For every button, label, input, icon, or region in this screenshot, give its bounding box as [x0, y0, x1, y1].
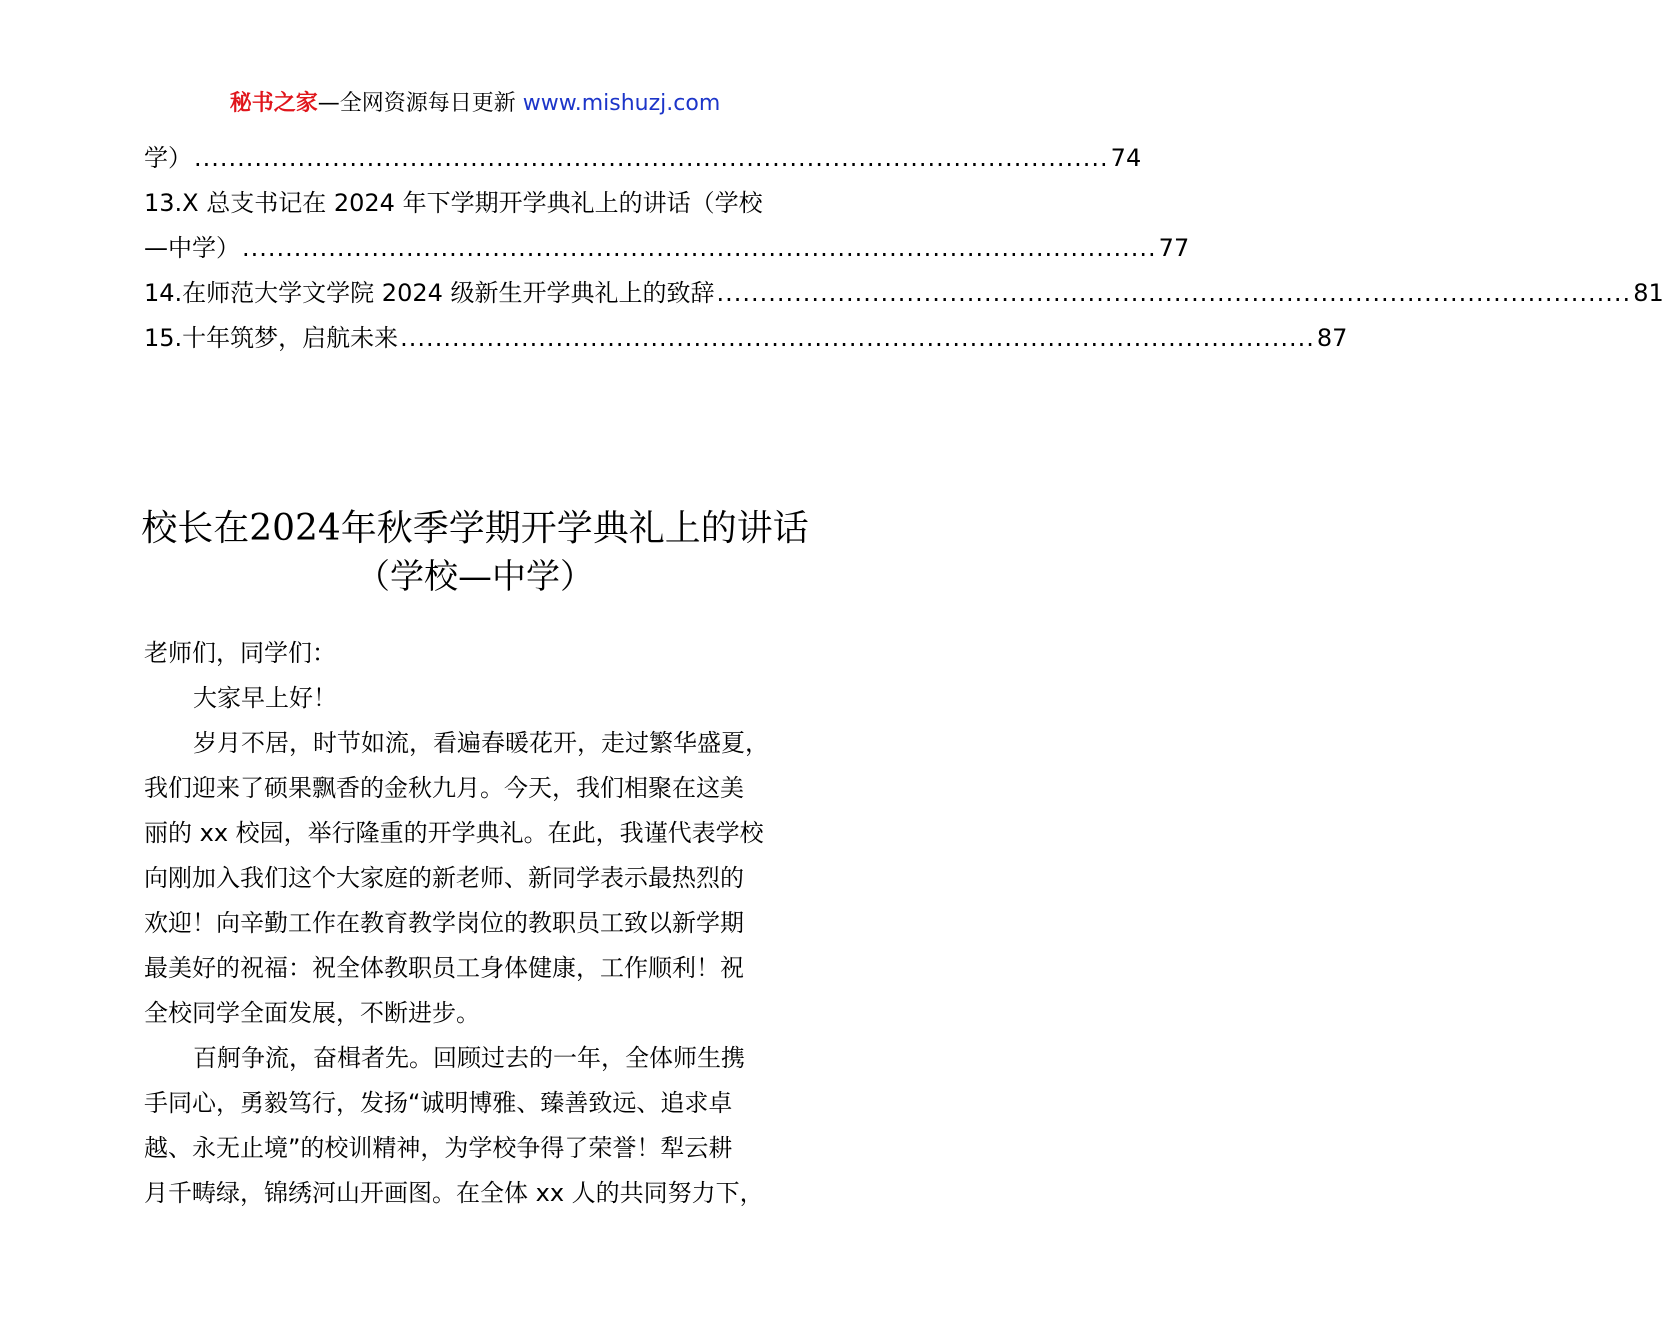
body-text-line: 越、永无止境”的校训精神，为学校争得了荣誉！犁云耕	[144, 1134, 733, 1162]
article-subtitle: （学校—中学）	[356, 557, 594, 597]
toc-entry-page: 74	[1110, 144, 1142, 172]
body-text-line: 百舸争流，奋楫者先。回顾过去的一年，全体师生携	[193, 1044, 745, 1072]
toc-entry-page: 81	[1633, 279, 1664, 307]
toc-entry[interactable]	[144, 323, 1348, 353]
greeting-line: 大家早上好！	[193, 684, 337, 712]
body-text-line: 最美好的祝福：祝全体教职员工身体健康，工作顺利！祝	[144, 954, 744, 982]
site-tagline: —全网资源每日更新	[317, 91, 516, 116]
toc-entry-title: 14.在师范大学文学院 2024 级新生开学典礼上的致辞	[144, 279, 715, 307]
toc-entry-title: —中学）	[144, 234, 240, 262]
salutation: 老师们，同学们：	[144, 639, 336, 667]
body-text-line: 向刚加入我们这个大家庭的新老师、新同学表示最热烈的	[144, 864, 744, 892]
toc-leader-dots: ..........................................................................................................	[400, 324, 1315, 352]
body-text-line: 我们迎来了硕果飘香的金秋九月。今天，我们相聚在这美	[144, 774, 744, 802]
body-text-line: 手同心，勇毅笃行，发扬“诚明博雅、臻善致远、追求卓	[144, 1089, 733, 1117]
toc-entry-title[interactable]: 13.X 总支书记在 2024 年下学期开学典礼上的讲话（学校	[144, 189, 763, 217]
site-header	[0, 88, 950, 120]
body-text-line: 月千畴绿，锦绣河山开画图。在全体 xx 人的共同努力下，	[144, 1179, 764, 1207]
toc-entry[interactable]	[144, 278, 1664, 308]
body-text-line: 岁月不居，时节如流，看遍春暖花开，走过繁华盛夏，	[193, 729, 769, 757]
toc-entry-page: 77	[1158, 234, 1190, 262]
toc-leader-dots: ..........................................................................................................	[242, 234, 1157, 262]
body-text-line: 欢迎！向辛勤工作在教育教学岗位的教职员工致以新学期	[144, 909, 744, 937]
toc-entry-title: 15.十年筑梦，启航未来	[144, 324, 399, 352]
toc-entry-page: 87	[1316, 324, 1348, 352]
site-brand: 秘书之家	[229, 91, 318, 116]
body-text-line: 全校同学全面发展，不断进步。	[144, 999, 480, 1027]
site-url-link[interactable]: www.mishuzj.com	[522, 91, 721, 116]
article-title: 校长在2024年秋季学期开学典礼上的讲话	[141, 508, 809, 549]
toc-entry[interactable]	[144, 143, 1142, 173]
toc-entry-title: 学）	[144, 144, 192, 172]
toc-leader-dots: ..........................................................................................................	[194, 144, 1109, 172]
toc-entry[interactable]	[144, 233, 1190, 263]
toc-leader-dots: ..........................................................................................................	[716, 279, 1632, 307]
body-text-line: 丽的 xx 校园，举行隆重的开学典礼。在此，我谨代表学校	[144, 819, 764, 847]
